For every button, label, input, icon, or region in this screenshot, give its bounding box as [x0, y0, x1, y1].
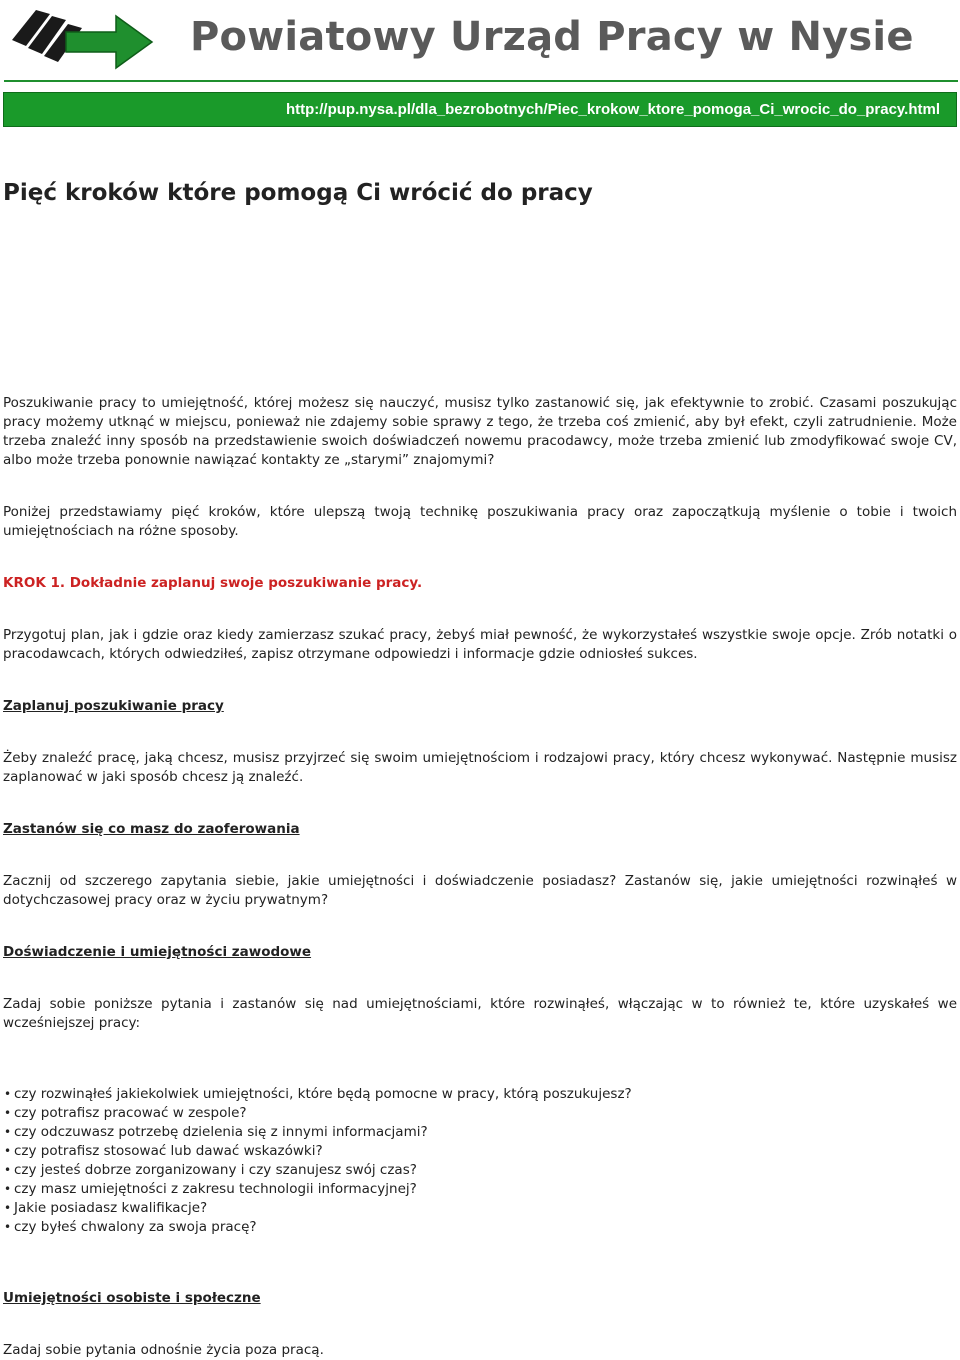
- heading-offer: Zastanów się co masz do zaoferowania: [3, 821, 300, 837]
- step-1-paragraph: Przygotuj plan, jak i gdzie oraz kiedy zamierzasz szukać pracy, żebyś miał pewność, że wykorzystałeś wszystkie swoje opcje. Zrób notatki o pracodawcach, których odwiedziłeś, zapisz otrzymane odpowiedzi i informacje gdzie odniosłeś sukces.: [3, 627, 957, 662]
- article-title: Pięć kroków które pomogą Ci wrócić do pracy: [3, 180, 593, 206]
- heading-experience: Doświadczenie i umiejętności zawodowe: [3, 944, 312, 960]
- list-item: • czy rozwinąłeś jakiekolwiek umiejętności, które będą pomocne w pracy, którą poszukujesz?: [14, 1085, 957, 1104]
- heading-personal: Umiejętności osobiste i społeczne: [3, 1290, 261, 1306]
- page-header: [0, 0, 960, 118]
- questions-list: [3, 1085, 957, 1237]
- list-item: • czy masz umiejętności z zakresu technologii informacyjnej?: [14, 1180, 957, 1199]
- site-title: Powiatowy Urząd Pracy w Nysie: [190, 14, 914, 60]
- list-item: • czy potrafisz pracować w zespole?: [14, 1104, 957, 1123]
- step-1-heading: KROK 1. Dokładnie zaplanuj swoje poszukiwanie pracy.: [3, 575, 423, 591]
- list-item: • czy odczuwasz potrzebę dzielenia się z innymi informacjami?: [14, 1123, 957, 1142]
- personal-paragraph: Zadaj sobie pytania odnośnie życia poza pracą.: [3, 1342, 324, 1358]
- offer-paragraph: Zacznij od szczerego zapytania siebie, jakie umiejętności i doświadczenie posiadasz? Zastanów się, jakie umiejętności rozwinąłeś w dotychczasowej pracy oraz w życiu prywatnym?: [3, 873, 957, 908]
- list-item: • czy jesteś dobrze zorganizowany i czy szanujesz swój czas?: [14, 1161, 957, 1180]
- logo-arrows-icon: [6, 2, 156, 72]
- header-divider: [4, 80, 958, 82]
- plan-paragraph: Żeby znaleźć pracę, jaką chcesz, musisz przyjrzeć się swoim umiejętnościom i rodzajowi pracy, który chcesz wykonywać. Następnie musisz zaplanować w jaki sposób chcesz ją znaleźć.: [3, 750, 957, 785]
- list-item: • Jakie posiadasz kwalifikacje?: [14, 1199, 957, 1218]
- experience-paragraph: Zadaj sobie poniższe pytania i zastanów się nad umiejętnościami, które rozwinąłeś, włączając w to również te, które uzyskałeś we wcześniejszej pracy:: [3, 996, 957, 1031]
- list-item: • czy byłeś chwalony za swoja pracę?: [14, 1218, 957, 1237]
- intro-paragraph: Poszukiwanie pracy to umiejętność, której możesz się nauczyć, musisz tylko zastanowić się, jak efektywnie to zrobić. Czasami poszukując pracy możemy utknąć w miejscu, ponieważ nie zdajemy sobie sprawy z tego, że trzeba coś zmienić, aby był efekt, czyli zatrudnienie. Może trzeba znaleźć inny sposób na przedstawienie swoich doświadczeń nowemu pracodawcy, może trzeba zmienić lub zmodyfikować swoje CV, albo może trzeba ponownie nawiązać kontakty ze „starymi” znajomymi?: [3, 395, 957, 468]
- page-url[interactable]: http://pup.nysa.pl/dla_bezrobotnych/Piec_krokow_ktore_pomoga_Ci_wrocic_do_pracy.html: [285, 101, 940, 118]
- list-item: • czy potrafisz stosować lub dawać wskazówki?: [14, 1142, 957, 1161]
- article-body: [3, 394, 957, 1360]
- lead-paragraph: Poniżej przedstawiamy pięć kroków, które ulepszą twoją technikę poszukiwania pracy oraz zapoczątkują myślenie o tobie i twoich umiejętnościach na różne sposoby.: [3, 504, 957, 539]
- url-bar: [3, 92, 957, 127]
- heading-plan: Zaplanuj poszukiwanie pracy: [3, 698, 224, 714]
